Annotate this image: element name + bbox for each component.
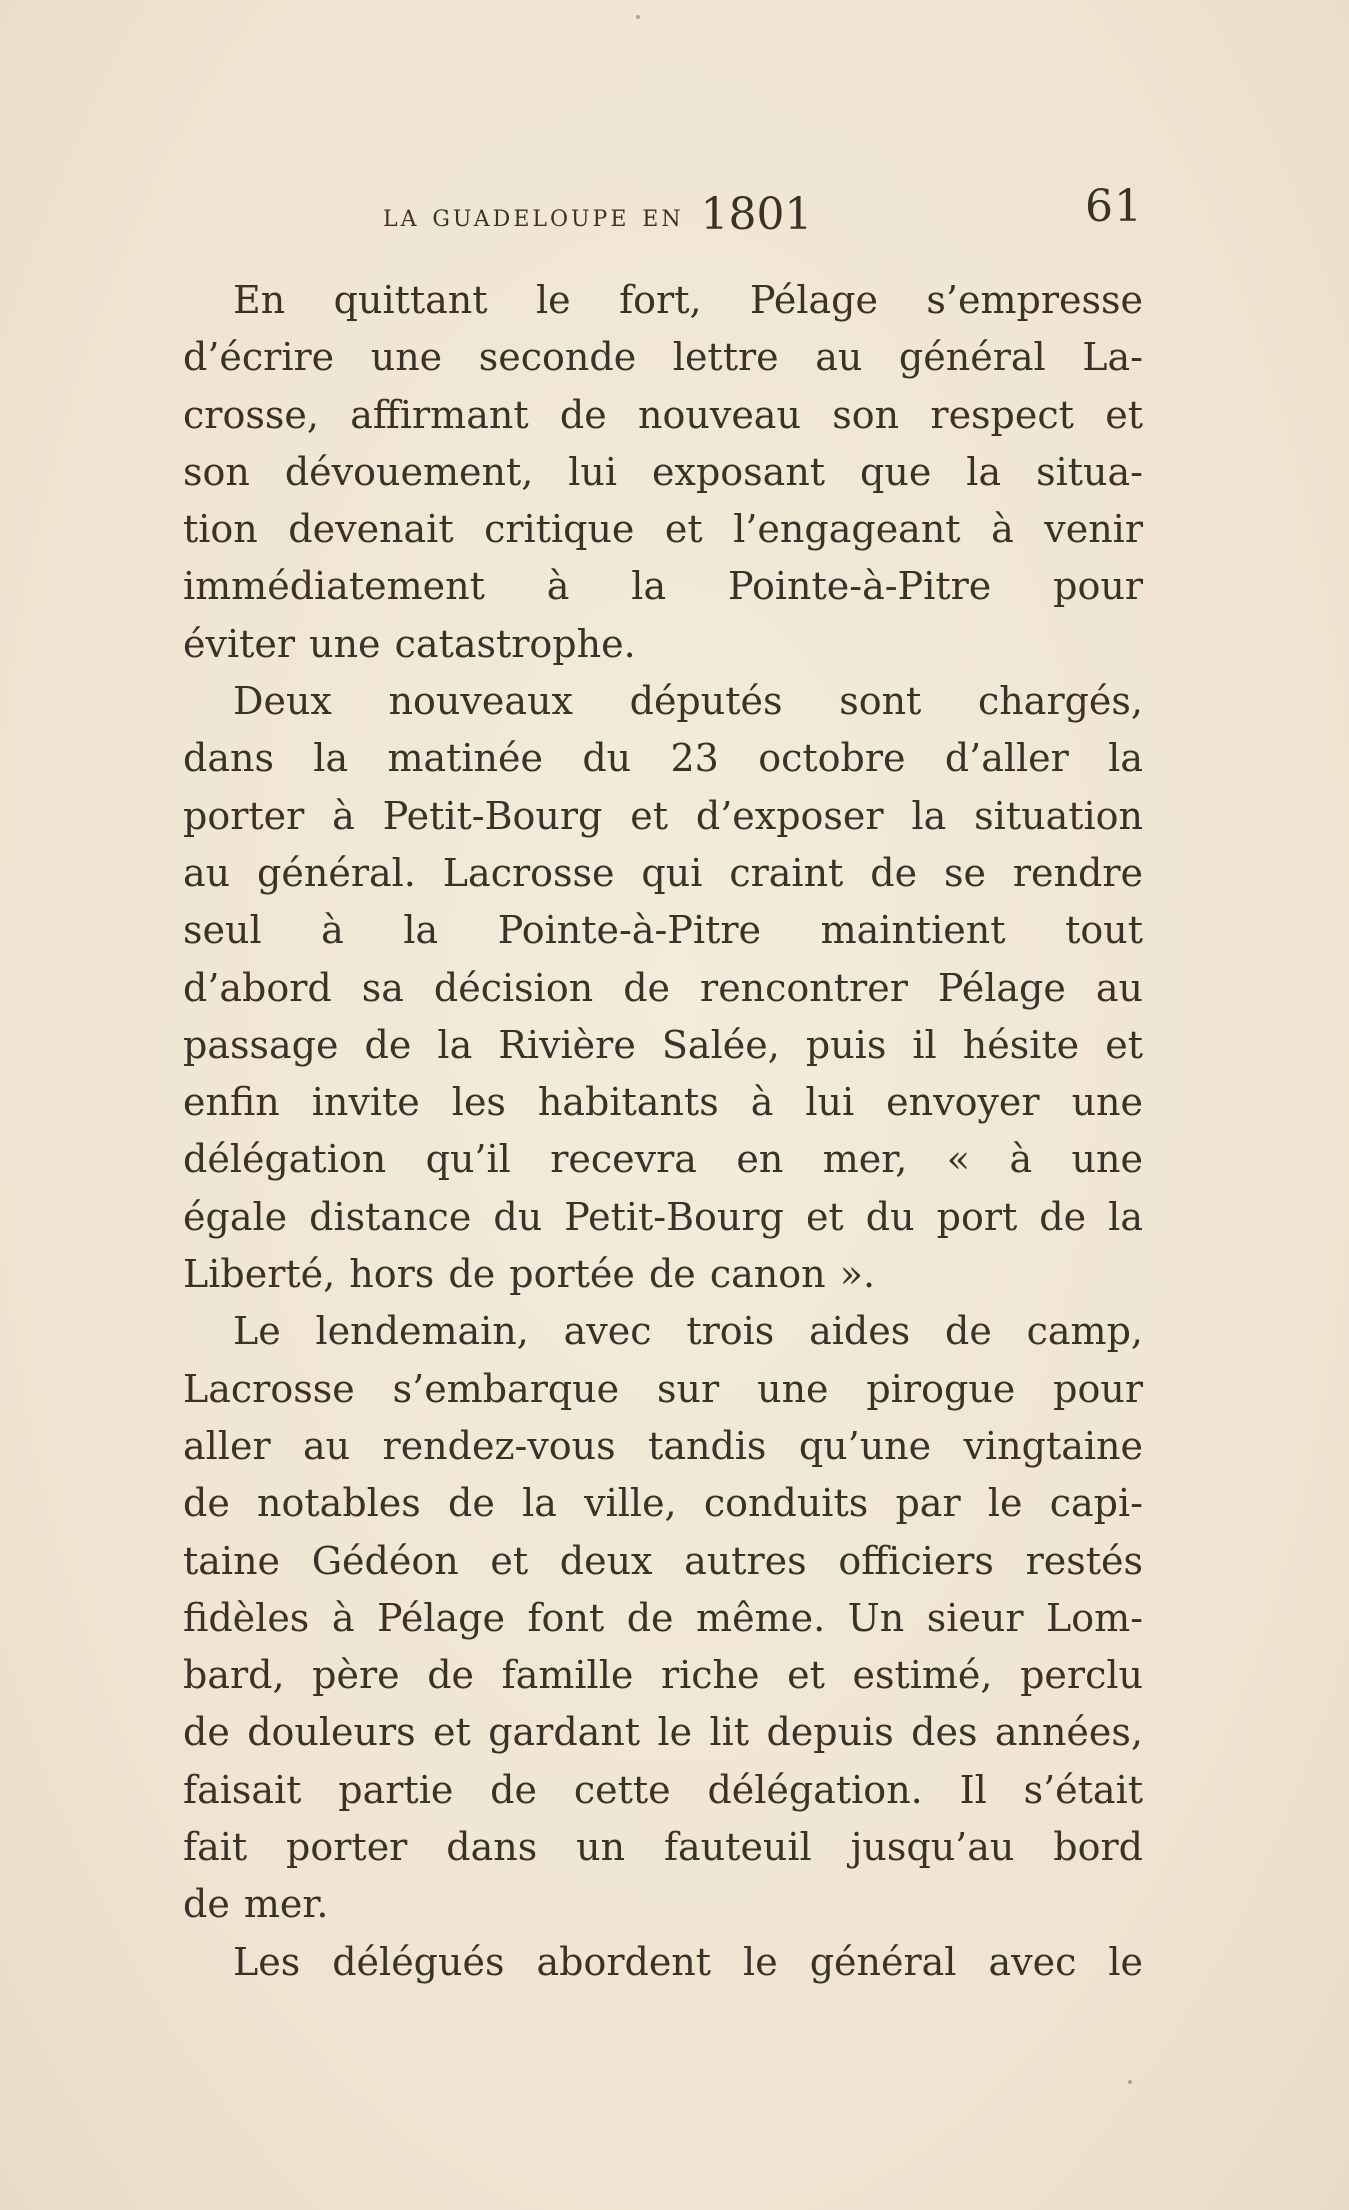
text-line: tion devenait critique et l’engageant à venir [183,507,1143,552]
text-line: seul à la Pointe-à-Pitre maintient tout [183,908,1143,953]
text-line: crosse, affirmant de nouveau son respect et [183,392,1143,437]
text-line: Les délégués abordent le général avec le [233,1939,1143,1984]
text-line: Lacrosse s’embarque sur une pirogue pour [183,1366,1143,1411]
text-line: porter à Petit-Bourg et d’exposer la situation [183,793,1143,838]
text-line: En quittant le fort, Pélage s’empresse [233,278,1143,322]
text-line: Deux nouveaux députés sont chargés, [233,679,1143,724]
text-line: Liberté, hors de portée de canon ». [183,1252,876,1297]
text-line: d’écrire une seconde lettre au général La- [183,335,1143,380]
text-line: au général. Lacrosse qui craint de se rendre [183,850,1143,895]
text-line: son dévouement, lui exposant que la situa- [183,449,1143,494]
text-line: de notables de la ville, conduits par le capi- [183,1481,1143,1526]
body-text [183,272,1143,1991]
text-line: dans la matinée du 23 octobre d’aller la [183,736,1143,781]
text-line: fait porter dans un fauteuil jusqu’au bord [183,1825,1143,1870]
text-line: égale distance du Petit-Bourg et du port de la [183,1194,1143,1239]
text-line: délégation qu’il recevra en mer, « à une [183,1137,1143,1182]
paper-speck [1128,2080,1132,2084]
text-line: éviter une catastrophe. [183,621,636,666]
text-line: passage de la Rivière Salée, puis il hésite et [183,1022,1143,1067]
text-line: aller au rendez-vous tandis qu’une vingtaine [183,1423,1143,1468]
paragraph [183,673,1143,1303]
text-line: d’abord sa décision de rencontrer Pélage au [183,965,1143,1010]
paragraph [183,1303,1143,1933]
text-line: de mer. [183,1882,329,1927]
text-line: faisait partie de cette délégation. Il s’était [183,1767,1143,1812]
paragraph [183,1934,1143,1991]
running-title [383,189,812,240]
text-line: de douleurs et gardant le lit depuis des années, [183,1710,1143,1755]
page-header [183,181,1143,240]
text-line: fidèles à Pélage font de même. Un sieur Lom- [183,1595,1143,1640]
text-line: enfin invite les habitants à lui envoyer une [183,1080,1143,1125]
text-line: Le lendemain, avec trois aides de camp, [233,1309,1143,1354]
text-line: immédiatement à la Pointe-à-Pitre pour [183,564,1143,609]
paragraph [183,272,1143,673]
running-title-text: la guadeloupe en [383,198,684,234]
paper-speck [636,15,640,19]
text-line: bard, père de famille riche et estimé, perclu [183,1653,1143,1698]
page-number: 61 [1085,181,1143,232]
text-line: taine Gédéon et deux autres officiers restés [183,1538,1143,1583]
running-title-year: 1801 [700,189,813,240]
